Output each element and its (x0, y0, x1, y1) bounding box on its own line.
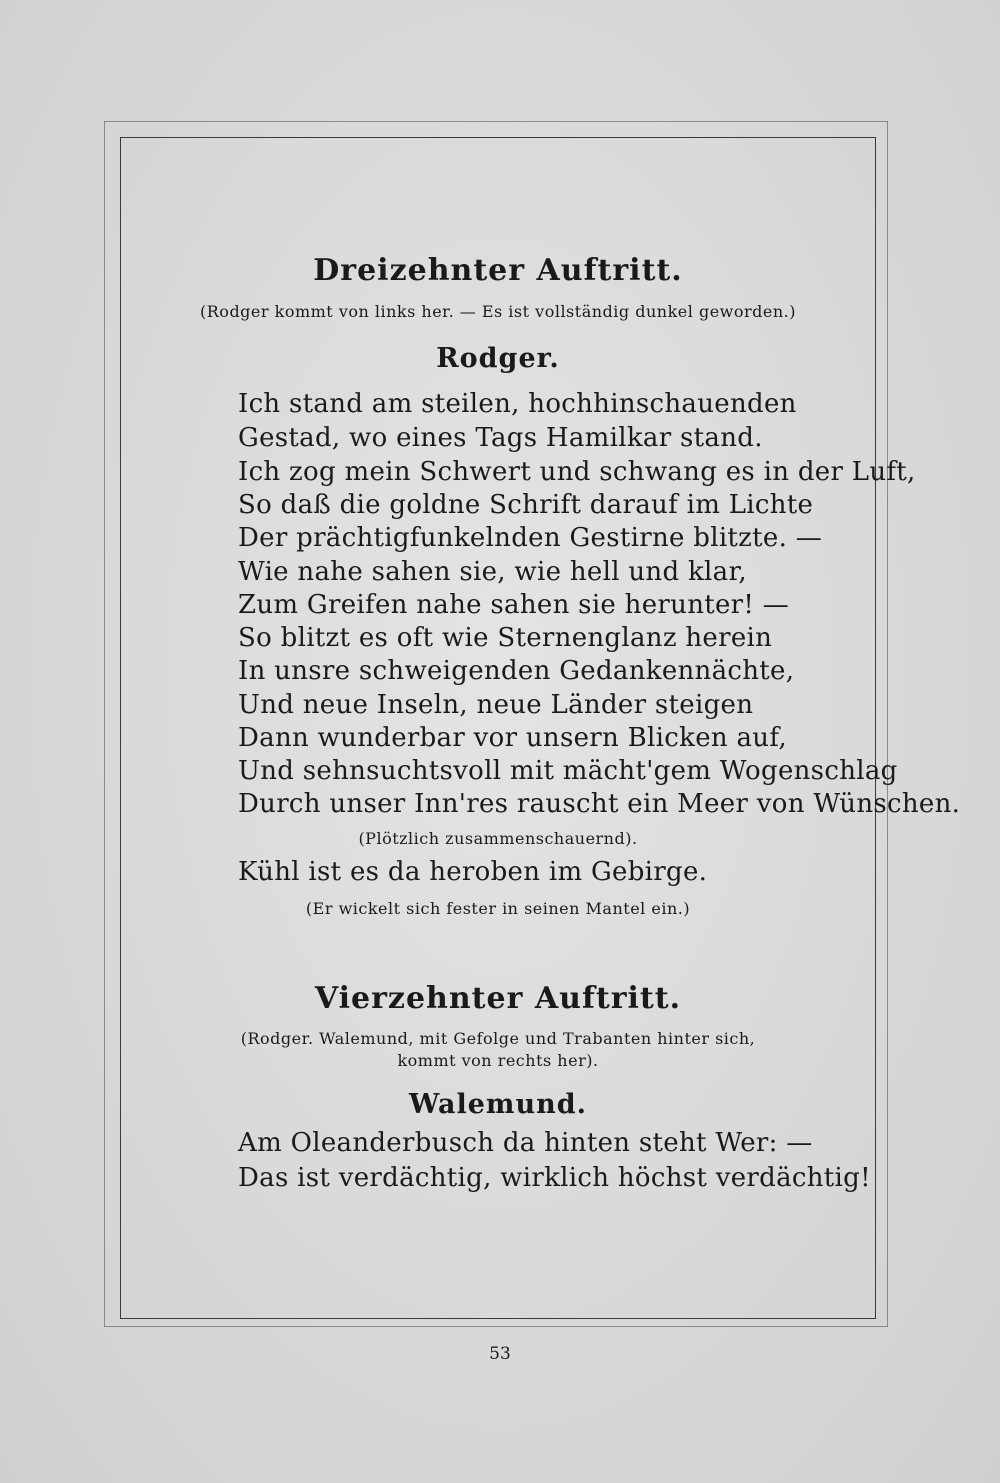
verse-line: So daß die goldne Schrift darauf im Lichte (238, 490, 814, 520)
verse-line: Am Oleanderbusch da hinten steht Wer: — (238, 1128, 813, 1158)
verse-line: Wie nahe sahen sie, wie hell und klar, (238, 557, 747, 587)
stage-direction: (Plötzlich zusammenschauernd). (358, 829, 638, 848)
verse-line: Ich stand am steilen, hochhinschauenden (238, 389, 797, 419)
verse-line: Ich zog mein Schwert und schwang es in der Luft, (238, 457, 916, 487)
verse-line: Und sehnsuchtsvoll mit mächt'gem Wogenschlag (238, 756, 898, 786)
scene-14-heading: Vierzehnter Auftritt. (314, 981, 682, 1016)
verse-line: Durch unser Inn'res rauscht ein Meer von Wünschen. (238, 789, 961, 819)
stage-direction: (Er wickelt sich fester in seinen Mantel ein.) (305, 899, 691, 918)
verse-line: In unsre schweigenden Gedankennächte, (238, 656, 795, 686)
scene-14-stage-direction-cont: kommt von rechts her). (397, 1051, 599, 1070)
speaker-walemund: Walemund. (408, 1089, 587, 1120)
verse-line: Zum Greifen nahe sahen sie herunter! — (238, 590, 790, 620)
speaker-rodger: Rodger. (436, 343, 560, 374)
verse-line: Gestad, wo eines Tags Hamilkar stand. (238, 423, 763, 453)
verse-line: Kühl ist es da heroben im Gebirge. (238, 857, 708, 887)
verse-line: So blitzt es oft wie Sternenglanz herein (238, 623, 773, 653)
verse-line: Der prächtigfunkelnden Gestirne blitzte. — (238, 523, 823, 553)
scene-14-stage-direction: (Rodger. Walemund, mit Gefolge und Trabanten hinter sich, (240, 1029, 756, 1048)
verse-line: Und neue Inseln, neue Länder steigen (238, 690, 754, 720)
scene-13-stage-direction: (Rodger kommt von links her. — Es ist vollständig dunkel geworden.) (200, 302, 796, 321)
page-number: 53 (489, 1344, 511, 1364)
verse-line: Dann wunderbar vor unsern Blicken auf, (238, 723, 787, 753)
verse-line: Das ist verdächtig, wirklich höchst verdächtig! (238, 1163, 871, 1193)
scene-13-heading: Dreizehnter Auftritt. (313, 253, 683, 288)
